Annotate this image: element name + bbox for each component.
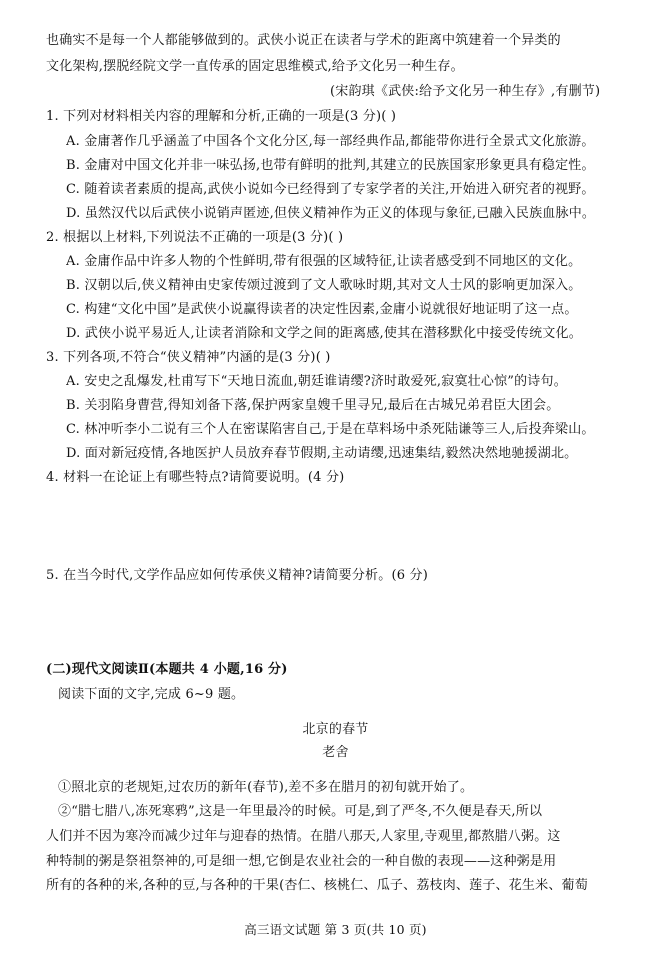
article-author: 老舍 [322,745,349,760]
question-4-stem: 4. 材料一在论证上有哪些特点?请简要说明。(4 分) [46,470,345,485]
question-2-stem: 2. 根据以上材料,下列说法不正确的一项是(3 分)( ) [46,230,344,245]
question-5-stem: 5. 在当今时代,文学作品应如何传承侠义精神?请简要分析。(6 分) [46,568,428,583]
question-3-option-a: A. 安史之乱爆发,杜甫写下“天地日流血,朝廷谁请缨?济时敢爱死,寂寞壮心惊”的诗句。 [66,374,567,389]
section-instruction: 阅读下面的文字,完成 6~9 题。 [58,687,245,702]
question-1-option-a: A. 金庸著作几乎涵盖了中国各个文化分区,每一部经典作品,都能带你进行全景式文化旅游。 [66,134,595,149]
question-2-option-a: A. 金庸作品中许多人物的个性鲜明,带有很强的区域特征,让读者感受到不同地区的文化。 [66,254,582,269]
question-3-option-c: C. 林冲听李小二说有三个人在密谋陷害自己,于是在草料场中杀死陆谦等三人,后投奔梁山。 [66,422,595,437]
article-paragraph-2-line-2: 人们并不因为寒冷而减少过年与迎春的热情。在腊八那天,人家里,寺观里,都熬腊八粥。这 [46,829,561,844]
question-3-option-d: D. 面对新冠疫情,各地医护人员放弃春节假期,主动请缨,迅速集结,毅然决然地驰援湖北。 [66,446,578,461]
question-1-option-c: C. 随着读者素质的提高,武侠小说如今已经得到了专家学者的关注,开始进入研究者的视野。 [66,182,595,197]
question-3-option-b: B. 关羽陷身曹营,得知刘备下落,保护两家皇嫂千里寻兄,最后在古城兄弟君臣大团会。 [66,398,560,413]
question-1-option-b: B. 金庸对中国文化并非一味弘扬,也带有鲜明的批判,其建立的民族国家形象更具有稳定性。 [66,158,595,173]
question-1-stem: 1. 下列对材料相关内容的理解和分析,正确的一项是(3 分)( ) [46,109,397,124]
page-footer: 高三语文试题 第 3 页(共 10 页) [244,922,427,937]
source-citation: (宋韵琪《武侠:给予文化另一种生存》,有删节) [330,84,601,99]
article-paragraph-2-line-4: 所有的各种的米,各种的豆,与各种的干果(杏仁、核桃仁、瓜子、荔枝肉、莲子、花生米、葡萄 [46,878,588,893]
intro-line-1: 也确实不是每一个人都能够做到的。武侠小说正在读者与学术的距离中筑建着一个异类的 [46,33,561,48]
intro-line-2: 文化架构,摆脱经院文学一直传承的固定思维模式,给予文化另一种生存。 [46,59,464,74]
question-2-option-c: C. 构建“文化中国”是武侠小说赢得读者的决定性因素,金庸小说就很好地证明了这一点。 [66,302,578,317]
article-paragraph-2-line-3: 种特制的粥是祭祖祭神的,可是细一想,它倒是农业社会的一种自傲的表现——这种粥是用 [46,854,557,869]
question-2-option-d: D. 武侠小说平易近人,让读者消除和文学之间的距离感,使其在潜移默化中接受传统文化。 [66,326,582,341]
question-3-stem: 3. 下列各项,不符合“侠义精神”内涵的是(3 分)( ) [46,350,331,365]
question-1-option-d: D. 虽然汉代以后武侠小说销声匿迹,但侠义精神作为正义的体现与象征,已融入民族血脉中。 [66,206,596,221]
article-paragraph-1: ①照北京的老规矩,过农历的新年(春节),差不多在腊月的初旬就开始了。 [58,780,474,795]
article-title: 北京的春节 [302,722,369,737]
section-heading: (二)现代文阅读Ⅱ(本题共 4 小题,16 分) [46,662,288,677]
article-paragraph-2-line-1: ②“腊七腊八,冻死寒鸦”,这是一年里最冷的时候。可是,到了严冬,不久便是春天,所以 [58,804,543,819]
question-2-option-b: B. 汉朝以后,侠义精神由史家传颂过渡到了文人歌咏时期,其对文人士风的影响更加深入。 [66,278,582,293]
